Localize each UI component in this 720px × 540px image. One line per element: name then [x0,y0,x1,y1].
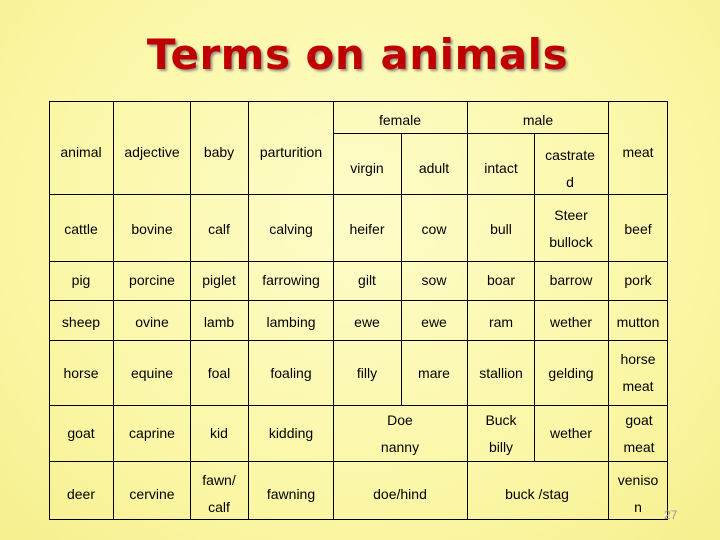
header-baby: baby [203,144,235,160]
cell-female: doe/hind [373,486,427,502]
cell-virgin: heifer [349,221,385,237]
cell-adjective: porcine [129,272,175,288]
cell-baby: lamb [203,314,235,330]
cell-female: Doe [387,412,413,428]
header-virgin: virgin [350,160,384,176]
cell-parturition: lambing [266,314,316,330]
cell-animal: cattle [64,221,98,237]
cell-intact: stallion [479,365,523,381]
cell-intact: Buck [485,412,517,428]
cell-baby: fawn/ [202,472,236,488]
cell-adult: cow [421,221,447,237]
cell-male: buck /stag [505,486,569,502]
cell-parturition: kidding [268,425,314,441]
cell-intact: bull [490,221,512,237]
cell-meat: horse [620,351,656,367]
cell-baby: piglet [202,272,236,288]
cell-baby: foal [207,365,231,381]
cell-meat: mutton [616,314,660,330]
header-intact: intact [484,160,518,176]
header-adult: adult [418,160,450,176]
cell-animal: pig [71,272,91,288]
cell-animal: sheep [61,314,101,330]
cell-intact: boar [486,272,516,288]
cell-adjective: equine [130,365,174,381]
cell-parturition: farrowing [262,272,320,288]
header-adjective: adjective [124,144,180,160]
cell-adult: sow [421,272,447,288]
header-castrate: castrate [545,147,595,163]
cell-meat-cont: meat [622,378,654,394]
page-title: Terms on animals [146,30,569,79]
header-castrate-suffix: d [566,174,574,190]
cell-virgin: ewe [354,314,380,330]
cell-intact-alt: billy [488,439,514,455]
cell-animal: deer [66,486,96,502]
cell-baby: calf [208,221,230,237]
cell-intact: ram [488,314,514,330]
cell-meat: beef [624,221,652,237]
header-meat: meat [622,144,654,160]
cell-parturition: calving [269,221,313,237]
cell-adjective: bovine [131,221,173,237]
cell-animal: horse [63,365,99,381]
cell-castrate: wether [549,314,593,330]
header-female: female [378,112,422,128]
header-parturition: parturition [259,144,323,160]
cell-meat-cont: n [634,499,642,515]
cell-virgin: filly [356,365,378,381]
page-number: 27 [664,508,678,522]
cell-castrate: barrow [549,272,593,288]
cell-castrate-alt: bullock [549,234,593,250]
cell-female-alt: nanny [380,439,420,455]
cell-animal: goat [67,425,95,441]
cell-meat: veniso [617,472,659,488]
cell-baby-cont: calf [208,499,230,515]
cell-meat: goat [625,412,653,428]
cell-adjective: ovine [135,314,169,330]
cell-virgin: gilt [358,272,376,288]
cell-parturition: fawning [266,486,316,502]
cell-baby: kid [210,425,228,441]
cell-adult: ewe [421,314,447,330]
cell-castrate: Steer [554,207,588,223]
cell-meat: pork [624,272,652,288]
cell-adjective: caprine [129,425,175,441]
cell-castrate: wether [549,425,593,441]
cell-parturition: foaling [270,365,312,381]
cell-meat-cont: meat [623,439,655,455]
header-male: male [522,112,554,128]
header-animal: animal [60,144,102,160]
cell-adjective: cervine [129,486,175,502]
cell-castrate: gelding [548,365,594,381]
cell-adult: mare [418,365,450,381]
